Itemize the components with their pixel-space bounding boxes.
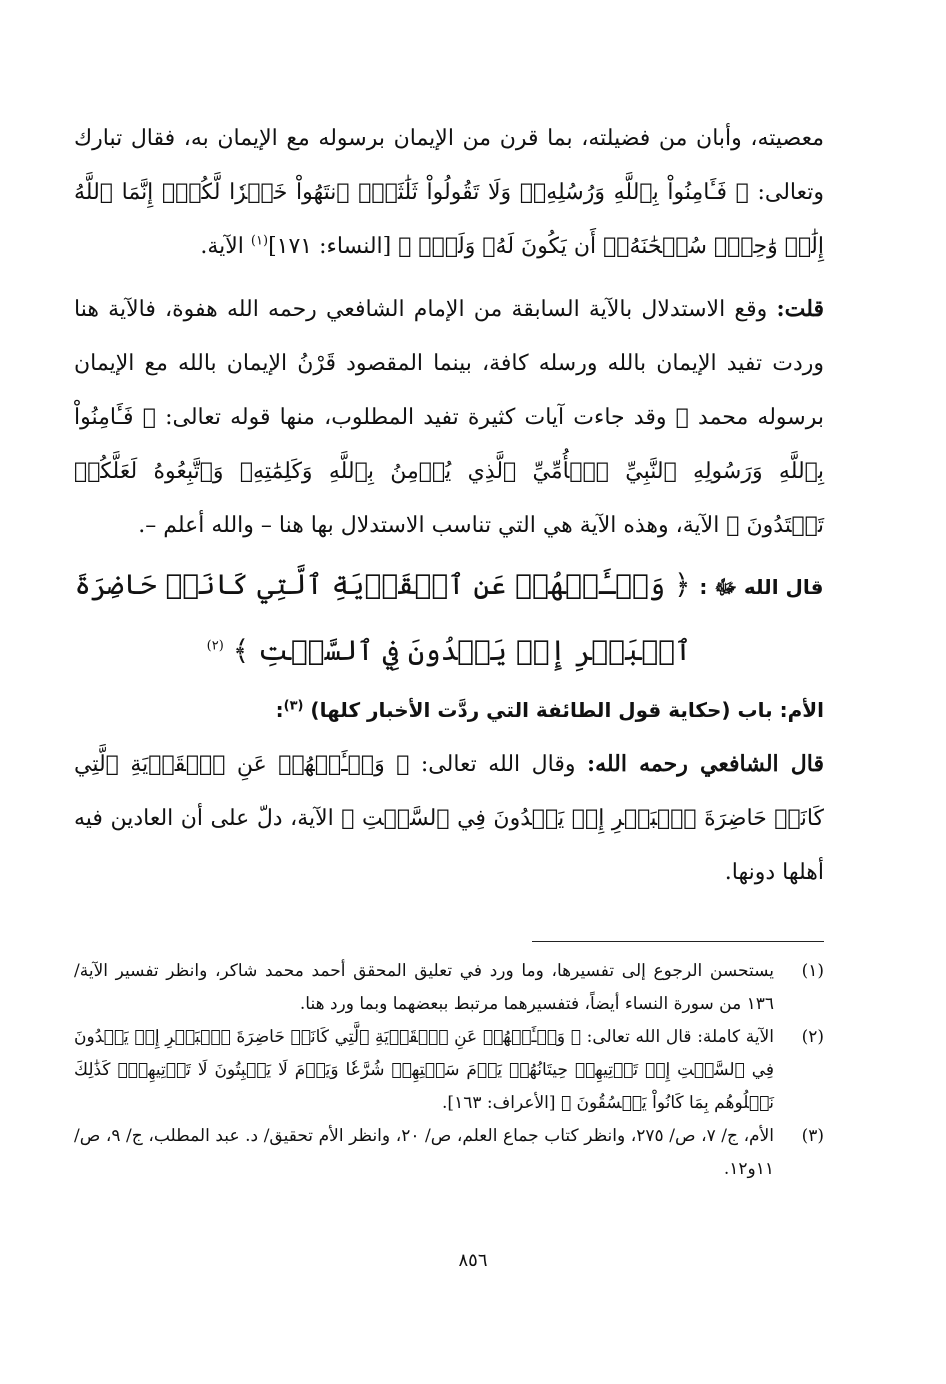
footnote-number: (٣) [801,1126,824,1146]
footnote-text: الآية كاملة: قال الله تعالى: ﴿ وَسۡـَٔلۡهُمۡ عَنِ ٱلۡقَرۡيَةِ ٱلَّتِي كَانَتۡ حَاضِرَةَ ٱلۡبَحۡرِ إِذۡ يَعۡدُونَ فِي ٱلسَّبۡتِ إِذۡ تَأۡتِيهِمۡ حِيتَانُهُمۡ يَوۡمَ سَبۡتِهِمۡ شُرَّعٗا وَيَوۡمَ لَا يَسۡبِتُونَ لَا تَأۡتِيهِمۡۚ كَذَٰلِكَ نَبۡلُوهُم بِمَا كَانُواْ يَفۡسُقُونَ ﴾ [الأعراف: ١٦٣]. [74,1027,774,1113]
footnotes [74,955,824,1186]
footnote-text: الأم، ج/ ٧، ص/ ٢٧٥، وانظر كتاب جماع العلم، ص/ ٢٠، وانظر الأم تحقيق/ د. عبد المطلب، ج/ ٩، ص/ ١١و١٢. [74,1126,774,1179]
verse-heading [74,553,824,683]
footnote-ref-3: (٣) [283,698,304,714]
paragraph-2 [74,282,824,553]
section-title-text: الأم: باب (حكاية قول الطائفة التي ردَّت الأخبار كلها) [310,698,824,722]
paragraph-1-end: الآية. [200,234,251,259]
page-number: ٨٥٦ [458,1250,488,1271]
section-title [74,683,824,737]
paragraph-1 [74,112,824,274]
verse-heading-text: ﴿ وَسۡـَٔلۡهُمۡ عَنِ ٱلۡقَرۡيَةِ ٱلَّتِي كَانَتۡ حَاضِرَةَ ٱلۡبَحۡرِ إِذۡ يَعۡدُونَ فِي ٱلسَّبۡتِ ﴾ [74,568,700,667]
footnote-text: يستحسن الرجوع إلى تفسيرها، وما ورد في تعليق المحقق أحمد محمد شاكر، وانظر تفسير الآية/ ١٣٦ من سورة النساء أيضاً، فتفسيرهما مرتبط ببعضهما وبما ورد هنا. [74,961,774,1014]
footnote-number: (١) [801,961,824,981]
section-title-end: : [275,698,284,722]
paragraph-2-text: وقع الاستدلال بالآية السابقة من الإمام الشافعي رحمه الله هفوة، فالآية هنا وردت تفيد الإيمان بالله ورسله كافة، بينما المقصود قَرْنُ الإيمان بالله مع الإيمان برسوله محمد ﷺ وقد جاءت آيات كثيرة تفيد المطلوب، منها قوله تعالى: ﴿ فَـَٔامِنُواْ بِٱللَّهِ وَرَسُولِهِ ٱلنَّبِيِّ ٱلۡأُمِّيِّ ٱلَّذِي يُؤۡمِنُ بِٱللَّهِ وَكَلِمَٰتِهِۦ وَٱتَّبِعُوهُ لَعَلَّكُمۡ تَهۡتَدُونَ ﴾ الآية، وهذه الآية هي التي تناسب الاستدلال بها هنا – والله أعلم –. [74,297,824,538]
paragraph-3-text: وقال الله تعالى: ﴿ وَسۡـَٔلۡهُمۡ عَنِ ٱلۡقَرۡيَةِ ٱلَّتِي كَانَتۡ حَاضِرَةَ ٱلۡبَحۡرِ إِذۡ يَعۡدُونَ فِي ٱلسَّبۡتِ ﴾ الآية، دلّ على أن العادين فيه أهلها دونها. [74,752,824,885]
paragraph-3-lead: قال الشافعي رحمه الله: [586,751,825,777]
footnote-3 [74,1120,824,1186]
footnote-ref-2: (٢) [206,638,224,654]
footnote-number: (٢) [801,1027,824,1047]
paragraph-1-text: معصيته، وأبان من فضيلته، بما قرن من الإيمان برسوله مع الإيمان به، فقال تبارك وتعالى: ﴿ فَـَٔامِنُواْ بِٱللَّهِ وَرُسُلِهِۦۖ وَلَا تَقُولُواْ ثَلَٰثَةٌۚ ٱنتَهُواْ خَيۡرٗا لَّكُمۡۚ إِنَّمَا ٱللَّهُ إِلَٰهٞ وَٰحِدٞۖ سُبۡحَٰنَهُۥٓ أَن يَكُونَ لَهُۥ وَلَدٞۘ ﴾ [النساء: ١٧١] [74,126,824,259]
footnote-separator [532,941,824,942]
paragraph-2-lead: قلت: [776,296,824,322]
footnote-ref-1: (١) [250,233,269,249]
main-text [74,112,824,900]
footnote-2 [74,1021,824,1120]
verse-heading-lead: قال الله ﷻ : [699,575,824,599]
paragraph-3 [74,737,824,900]
footnote-1 [74,955,824,1021]
